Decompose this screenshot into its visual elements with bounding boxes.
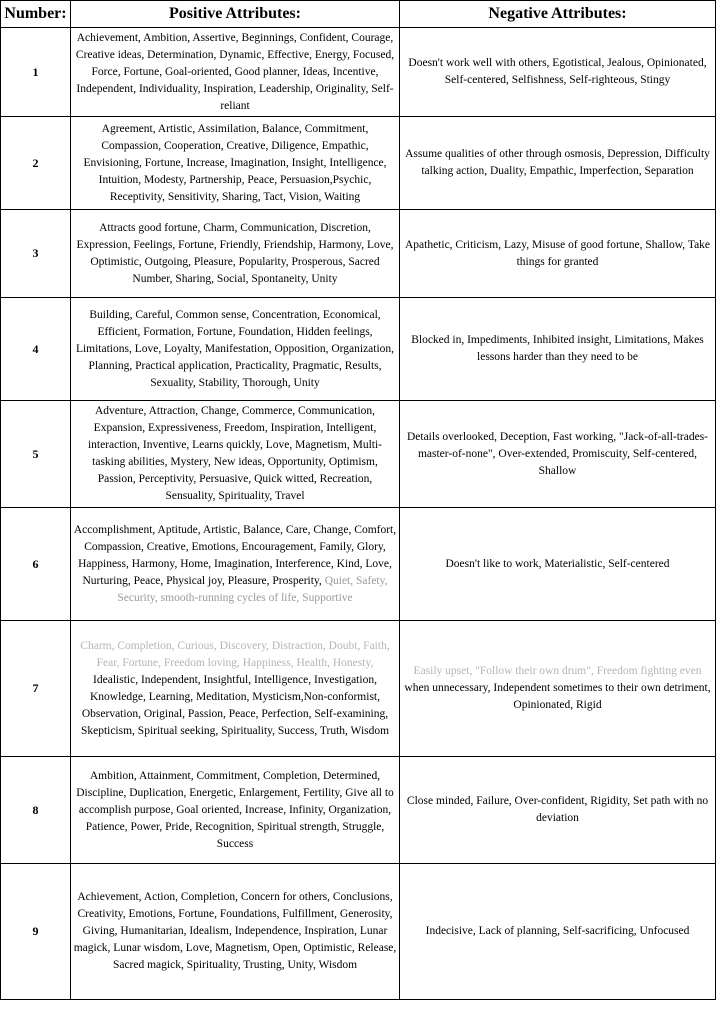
table-row <box>1 401 716 508</box>
positive-attributes-main: Accomplishment, Aptitude, Artistic, Balance, Care, Change, Comfort, Compassion, Creative, Emotions, Encouragement, Family, Glory, Happiness, Harmony, Home, Imagination, Interference, Kind, Love, Nurturing, Peace, Physical joy, Pleasure, Prosperity, <box>73 523 397 587</box>
positive-attributes: Attracts good fortune, Charm, Communication, Discretion, Expression, Feelings, Fortune, Friendly, Friendship, Harmony, Love, Optimistic, Outgoing, Pleasure, Popularity, Prosperous, Sacred Number, Sharing, Social, Spontaneity, Unity <box>71 210 400 298</box>
negative-attributes: Apathetic, Criticism, Lazy, Misuse of good fortune, Shallow, Take things for granted <box>400 210 716 298</box>
positive-attributes-main: Idealistic, Independent, Insightful, Intelligence, Investigation, Knowledge, Learning, Meditation, Mysticism,Non-conformist, Observation, Original, Passion, Peace, Perfection, Self-examining, Skepticism, Spiritual seeking, Spirituality, Success, Truth, Wisdom <box>80 673 390 737</box>
row-number: 5 <box>1 401 71 508</box>
negative-attributes: Details overlooked, Deception, Fast working, "Jack-of-all-trades-master-of-none", Over-extended, Promiscuity, Self-centered, Shallow <box>400 401 716 508</box>
negative-attributes: Doesn't work well with others, Egotistical, Jealous, Opinionated, Self-centered, Selfishness, Self-righteous, Stingy <box>400 28 716 117</box>
row-number: 6 <box>1 508 71 621</box>
table-row <box>1 210 716 298</box>
header-positive: Positive Attributes: <box>71 1 400 28</box>
negative-attributes: Close minded, Failure, Over-confident, Rigidity, Set path with no deviation <box>400 757 716 864</box>
negative-attributes: Doesn't like to work, Materialistic, Self-centered <box>400 508 716 621</box>
row-number: 2 <box>1 117 71 210</box>
header-row <box>1 1 716 28</box>
positive-attributes <box>71 621 400 757</box>
table-row <box>1 508 716 621</box>
positive-attributes <box>71 508 400 621</box>
row-number: 3 <box>1 210 71 298</box>
header-number: Number: <box>1 1 71 28</box>
row-number: 4 <box>1 298 71 401</box>
row-number: 8 <box>1 757 71 864</box>
negative-attributes: Indecisive, Lack of planning, Self-sacrificing, Unfocused <box>400 864 716 1000</box>
table-row <box>1 621 716 757</box>
table-row <box>1 28 716 117</box>
negative-attributes <box>400 621 716 757</box>
negative-attributes-faded: Easily upset, "Follow their own drum", Freedom fighting even <box>413 665 702 677</box>
negative-attributes-main: when unnecessary, Independent sometimes to their own detriment, Opinionated, Rigid <box>404 682 711 711</box>
header-negative: Negative Attributes: <box>400 1 716 28</box>
table-row <box>1 117 716 210</box>
table-row <box>1 298 716 401</box>
positive-attributes-faded: Quiet, Safety, Security, smooth-running cycles of life, Supportive <box>117 574 388 604</box>
positive-attributes: Building, Careful, Common sense, Concentration, Economical, Efficient, Formation, Fortune, Foundation, Hidden feelings, Limitations, Love, Loyalty, Manifestation, Opposition, Organization, Planning, Practical application, Practicality, Pragmatic, Results, Sexuality, Stability, Thorough, Unity <box>71 298 400 401</box>
negative-attributes: Assume qualities of other through osmosis, Depression, Difficulty talking action, Duality, Empathic, Imperfection, Separation <box>400 117 716 210</box>
table-row <box>1 864 716 1000</box>
table-row <box>1 757 716 864</box>
positive-attributes: Ambition, Attainment, Commitment, Completion, Determined, Discipline, Duplication, Energetic, Enlargement, Fertility, Give all to accomplish purpose, Goal oriented, Increase, Infinity, Organization, Patience, Power, Pride, Recognition, Spiritual strength, Struggle, Success <box>71 757 400 864</box>
row-number: 9 <box>1 864 71 1000</box>
row-number: 1 <box>1 28 71 117</box>
row-number: 7 <box>1 621 71 757</box>
positive-attributes: Agreement, Artistic, Assimilation, Balance, Commitment, Compassion, Cooperation, Creative, Diligence, Empathic, Envisioning, Fortune, Increase, Imagination, Insight, Intelligence, Intuition, Modesty, Partnership, Peace, Persuasion,Psychic, Receptivity, Sensitivity, Sharing, Tact, Vision, Waiting <box>71 117 400 210</box>
positive-attributes: Achievement, Ambition, Assertive, Beginnings, Confident, Courage, Creative ideas, Determination, Dynamic, Effective, Energy, Focused, Force, Fortune, Goal-oriented, Good planner, Ideas, Incentive, Independent, Individuality, Inspiration, Leadership, Originality, Self-reliant <box>71 28 400 117</box>
positive-attributes: Adventure, Attraction, Change, Commerce, Communication, Expansion, Expressiveness, Freedom, Inspiration, Intelligent, interaction, Inventive, Learns quickly, Love, Magnetism, Multi-tasking abilities, Mystery, New ideas, Opportunity, Optimism, Passion, Perceptivity, Persuasive, Quick witted, Recreation, Sensuality, Spirituality, Travel <box>71 401 400 508</box>
positive-attributes: Achievement, Action, Completion, Concern for others, Conclusions, Creativity, Emotions, Fortune, Foundations, Fulfillment, Generosity, Giving, Humanitarian, Idealism, Independence, Inspiration, Lunar magick, Lunar wisdom, Love, Magnetism, Open, Optimistic, Release, Sacred magick, Spirituality, Trusting, Unity, Wisdom <box>71 864 400 1000</box>
positive-attributes-faded: Charm, Completion, Curious, Discovery, Distraction, Doubt, Faith, Fear, Fortune, Freedom loving, Happiness, Health, Honesty, <box>80 639 390 669</box>
negative-attributes: Blocked in, Impediments, Inhibited insight, Limitations, Makes lessons harder than they need to be <box>400 298 716 401</box>
